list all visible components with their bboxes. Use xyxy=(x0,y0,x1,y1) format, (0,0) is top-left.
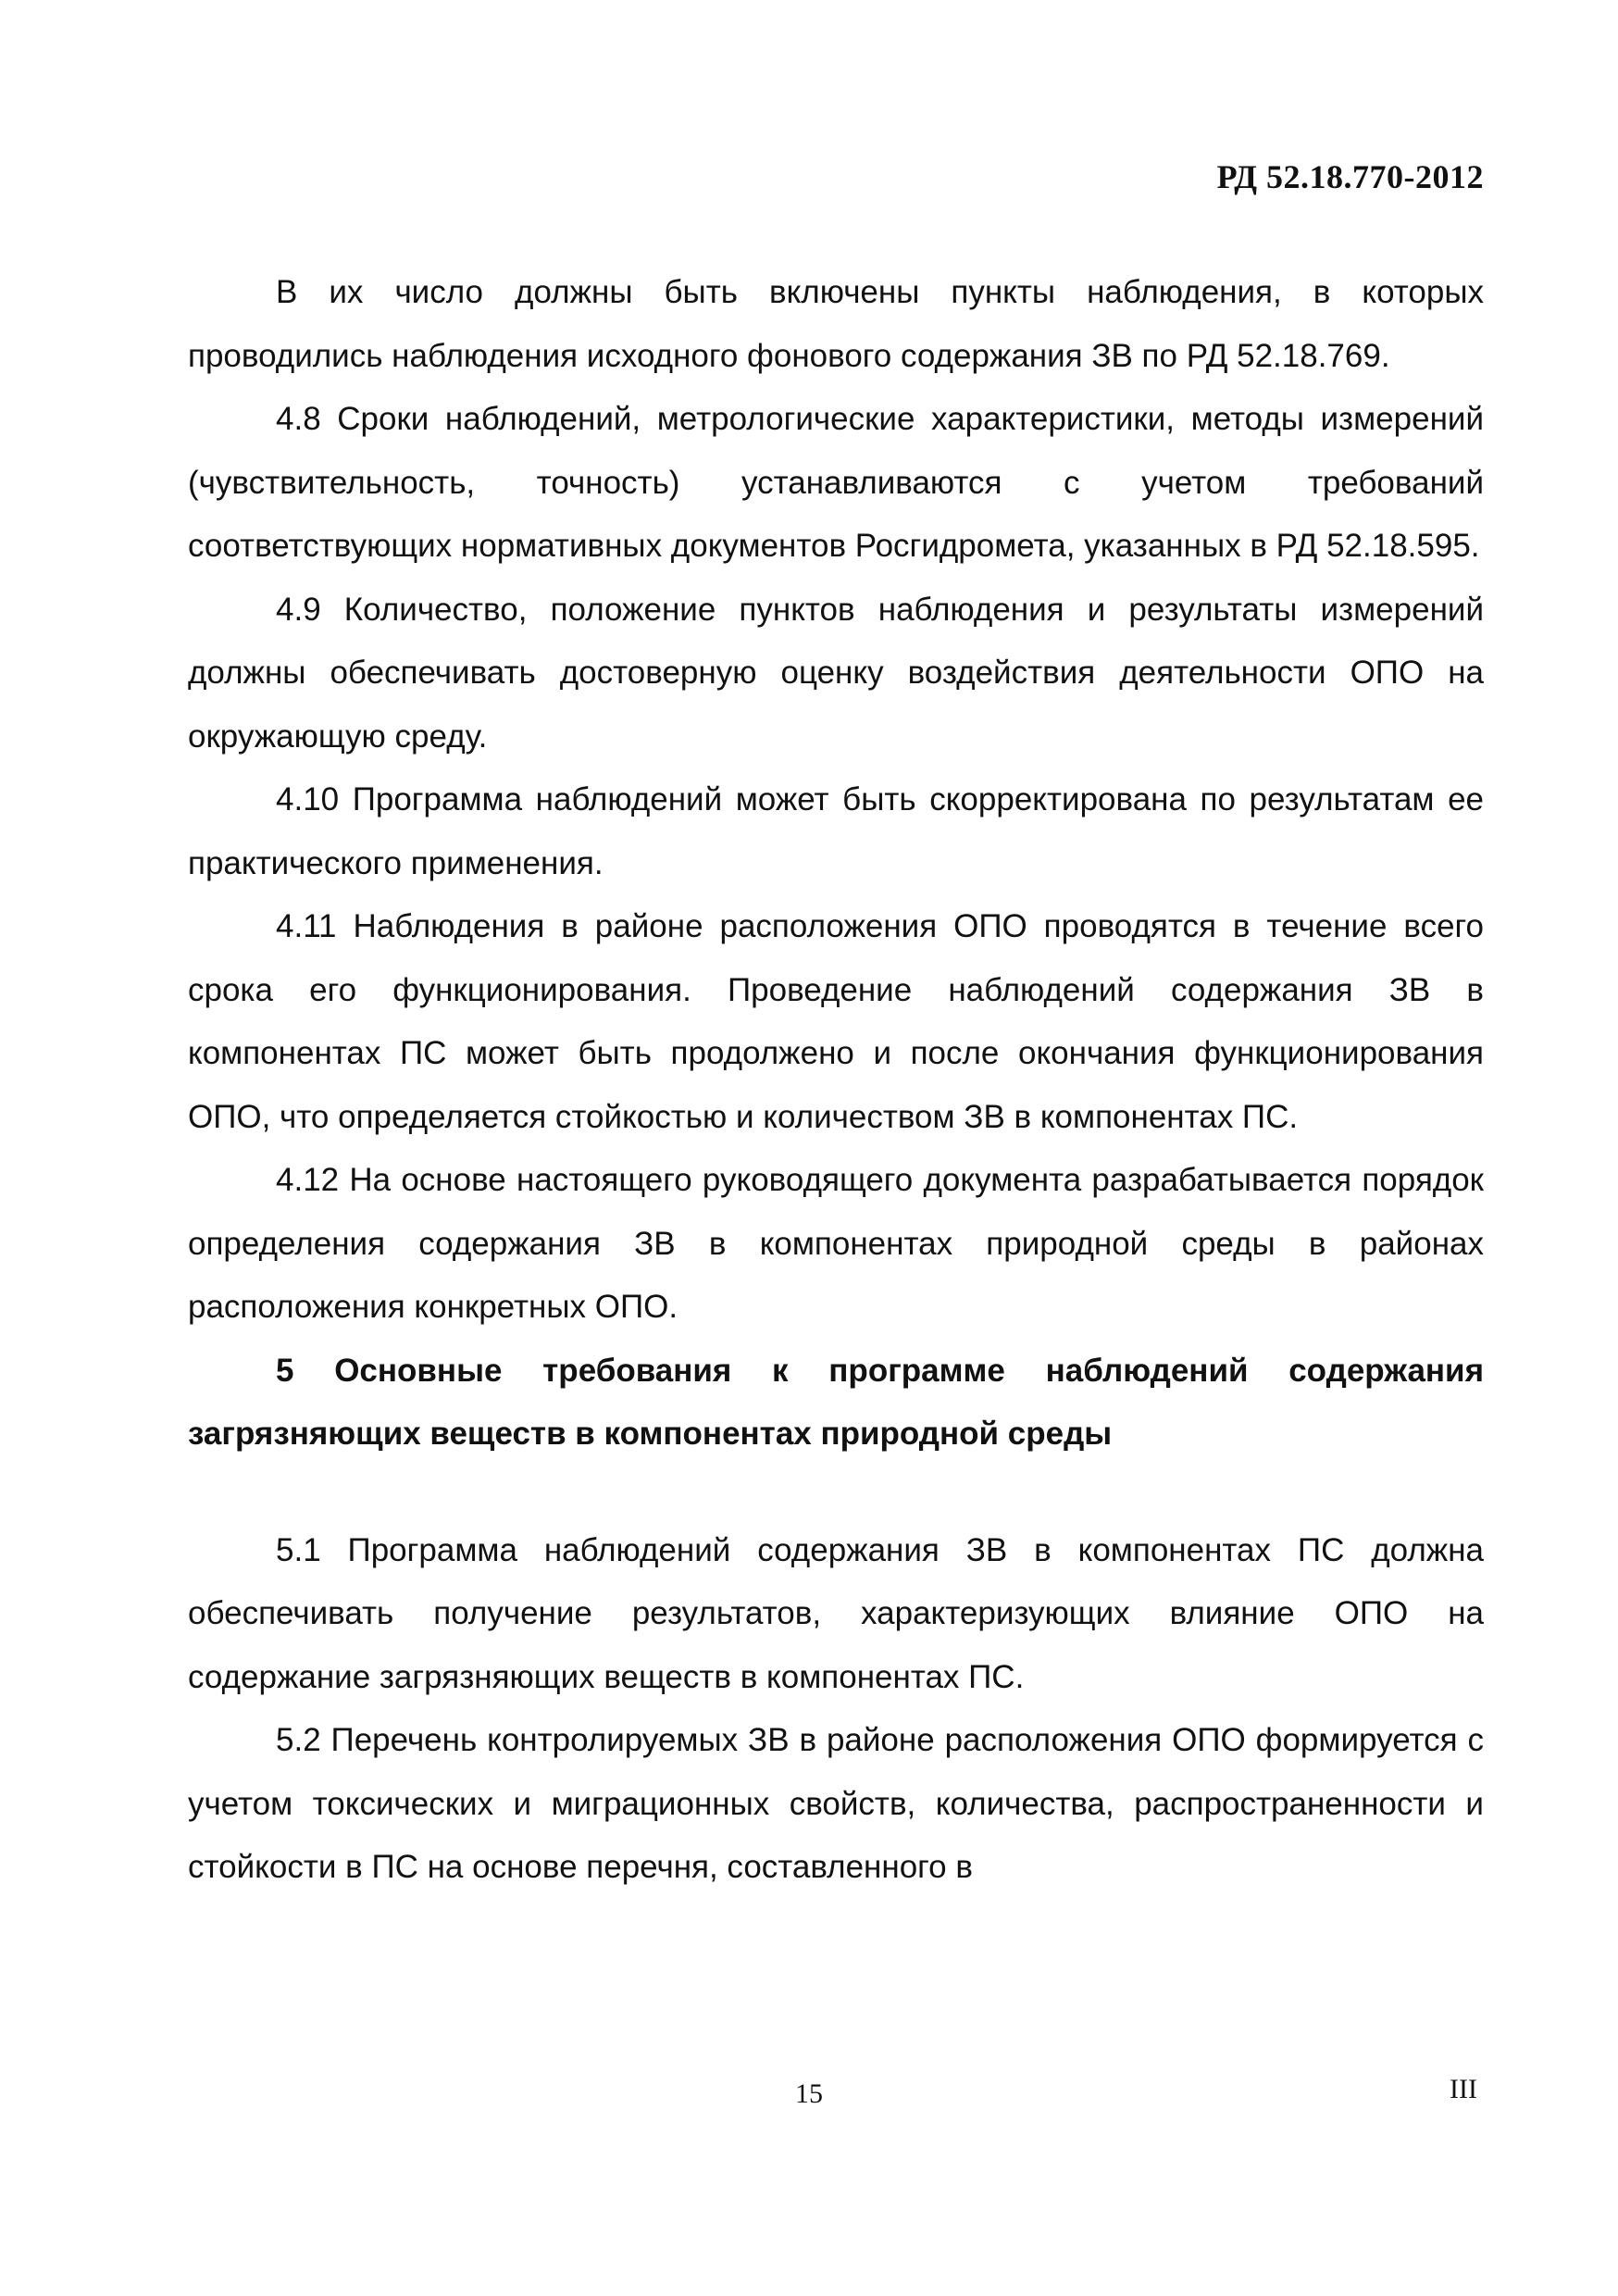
section-5-heading: 5 Основные требования к программе наблюдений содержания загрязняющих веществ в компонентах природной среды xyxy=(188,1352,1484,1452)
paragraph-4-11: 4.11 Наблюдения в районе расположения ОПО проводятся в течение всего срока его функционирования. Проведение наблюдений содержания ЗВ в компонентах ПС может быть продолжено и после окончания функционирования ОПО, что определяется стойкостью и количеством ЗВ в компонентах ПС. xyxy=(188,908,1484,1135)
page-number: 15 xyxy=(795,2078,823,2109)
paragraph-4-10: 4.10 Программа наблюдений может быть скорректирована по результатам ее практического применения. xyxy=(188,781,1484,881)
page-mark: III xyxy=(1450,2074,1477,2104)
paragraph-continuation: В их число должны быть включены пункты наблюдения, в которых проводились наблюдения исходного фонового содержания ЗВ по РД 52.18.769. xyxy=(188,274,1484,374)
paragraph-5-1: 5.1 Программа наблюдений содержания ЗВ в компонентах ПС должна обеспечивать получение результатов, характеризующих влияние ОПО на содержание загрязняющих веществ в компонентах ПС. xyxy=(188,1531,1484,1695)
paragraph-4-9: 4.9 Количество, положение пунктов наблюдения и результаты измерений должны обеспечивать достоверную оценку воздействия деятельности ОПО на окружающую среду. xyxy=(188,591,1484,755)
document-code: РД 52.18.770-2012 xyxy=(1216,158,1484,195)
body-text xyxy=(188,261,1484,1900)
paragraph-5-2: 5.2 Перечень контролируемых ЗВ в районе расположения ОПО формируется с учетом токсических и миграционных свойств, количества, распространенности и стойкости в ПС на основе перечня, составленного в xyxy=(188,1722,1484,1885)
paragraph-4-8: 4.8 Сроки наблюдений, метрологические характеристики, методы измерений (чувствительность, точность) устанавливаются с учетом требований соответствующих нормативных документов Росгидромета, указанных в РД 52.18.595. xyxy=(188,401,1484,564)
paragraph-4-12: 4.12 На основе настоящего руководящего документа разрабатывается порядок определения содержания ЗВ в компонентах природной среды в районах расположения конкретных ОПО. xyxy=(188,1162,1484,1325)
